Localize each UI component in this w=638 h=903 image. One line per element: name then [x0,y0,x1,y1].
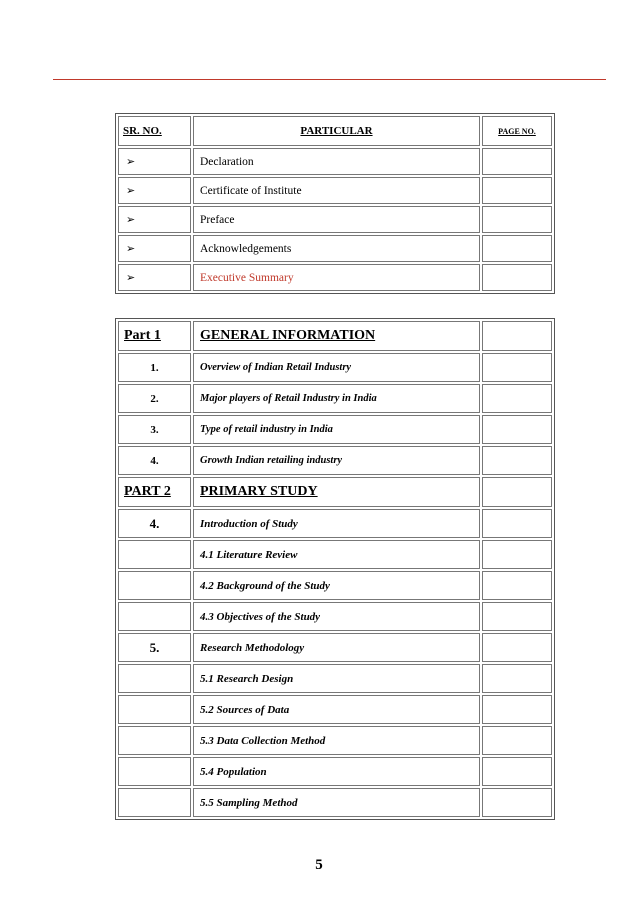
sr-no-header: SR. NO. [118,116,191,146]
table-row [118,384,552,413]
table-row [118,177,552,204]
toc-entry: Growth Indian retailing industry [193,446,480,475]
table-row [118,509,552,538]
part-title: GENERAL INFORMATION [193,321,480,351]
page-cell [482,353,552,382]
page-cell [482,177,552,204]
toc-entry: 5.1 Research Design [193,664,480,693]
table-row [118,446,552,475]
section-number: 4. [118,509,191,538]
page-cell [482,384,552,413]
arrow-bullet-icon: ➢ [118,235,191,262]
toc-entry: Acknowledgements [193,235,480,262]
arrow-bullet-icon: ➢ [118,177,191,204]
section-number [118,726,191,755]
toc-entry: Introduction of Study [193,509,480,538]
page-cell [482,602,552,631]
table-row [118,571,552,600]
part-title: PRIMARY STUDY [193,477,480,507]
section-number [118,602,191,631]
toc-entry: Type of retail industry in India [193,415,480,444]
part-heading-row [118,321,552,351]
toc-entry: 4.1 Literature Review [193,540,480,569]
toc-entry: 4.2 Background of the Study [193,571,480,600]
table-row [118,664,552,693]
toc-entry: Research Methodology [193,633,480,662]
table-row [118,695,552,724]
page-cell [482,540,552,569]
part-label: Part 1 [118,321,191,351]
page-cell [482,726,552,755]
toc-entry: 5.3 Data Collection Method [193,726,480,755]
header-rule [53,79,606,80]
toc-entry: Preface [193,206,480,233]
table-row [118,206,552,233]
arrow-bullet-icon: ➢ [118,206,191,233]
page-cell [482,235,552,262]
toc-entry: Major players of Retail Industry in India [193,384,480,413]
arrow-bullet-icon: ➢ [118,148,191,175]
table-row [118,726,552,755]
page-cell [482,695,552,724]
page-cell [482,206,552,233]
page-cell [482,148,552,175]
section-number [118,664,191,693]
page-no-header: PAGE NO. [482,116,552,146]
table-row [118,633,552,662]
arrow-bullet-icon: ➢ [118,264,191,291]
section-number [118,788,191,817]
toc-entry: Declaration [193,148,480,175]
table-header-row [118,116,552,146]
table-row [118,353,552,382]
table-row [118,757,552,786]
page-cell [482,633,552,662]
section-number [118,757,191,786]
table-row [118,264,552,291]
toc-entry: Overview of Indian Retail Industry [193,353,480,382]
part-label: PART 2 [118,477,191,507]
item-number: 4. [118,446,191,475]
toc-entry: 4.3 Objectives of the Study [193,602,480,631]
toc-parts-table [115,318,555,820]
toc-entry: 5.4 Population [193,757,480,786]
item-number: 2. [118,384,191,413]
toc-entry: 5.2 Sources of Data [193,695,480,724]
page-cell [482,446,552,475]
page-cell [482,415,552,444]
item-number: 3. [118,415,191,444]
table-row [118,415,552,444]
table-row [118,540,552,569]
page-cell [482,571,552,600]
part-heading-row [118,477,552,507]
item-number: 1. [118,353,191,382]
page-cell [482,664,552,693]
table-row [118,602,552,631]
page-cell [482,757,552,786]
section-number [118,540,191,569]
toc-preliminaries-table [115,113,555,294]
page-cell [482,788,552,817]
particular-header: PARTICULAR [193,116,480,146]
toc-entry: 5.5 Sampling Method [193,788,480,817]
table-row [118,148,552,175]
table-row [118,788,552,817]
toc-entry: Certificate of Institute [193,177,480,204]
page-cell [482,264,552,291]
page-cell [482,509,552,538]
section-number: 5. [118,633,191,662]
page-cell [482,477,552,507]
page-cell [482,321,552,351]
toc-entry: Executive Summary [193,264,480,291]
section-number [118,571,191,600]
page-number: 5 [315,857,323,873]
section-number [118,695,191,724]
table-row [118,235,552,262]
